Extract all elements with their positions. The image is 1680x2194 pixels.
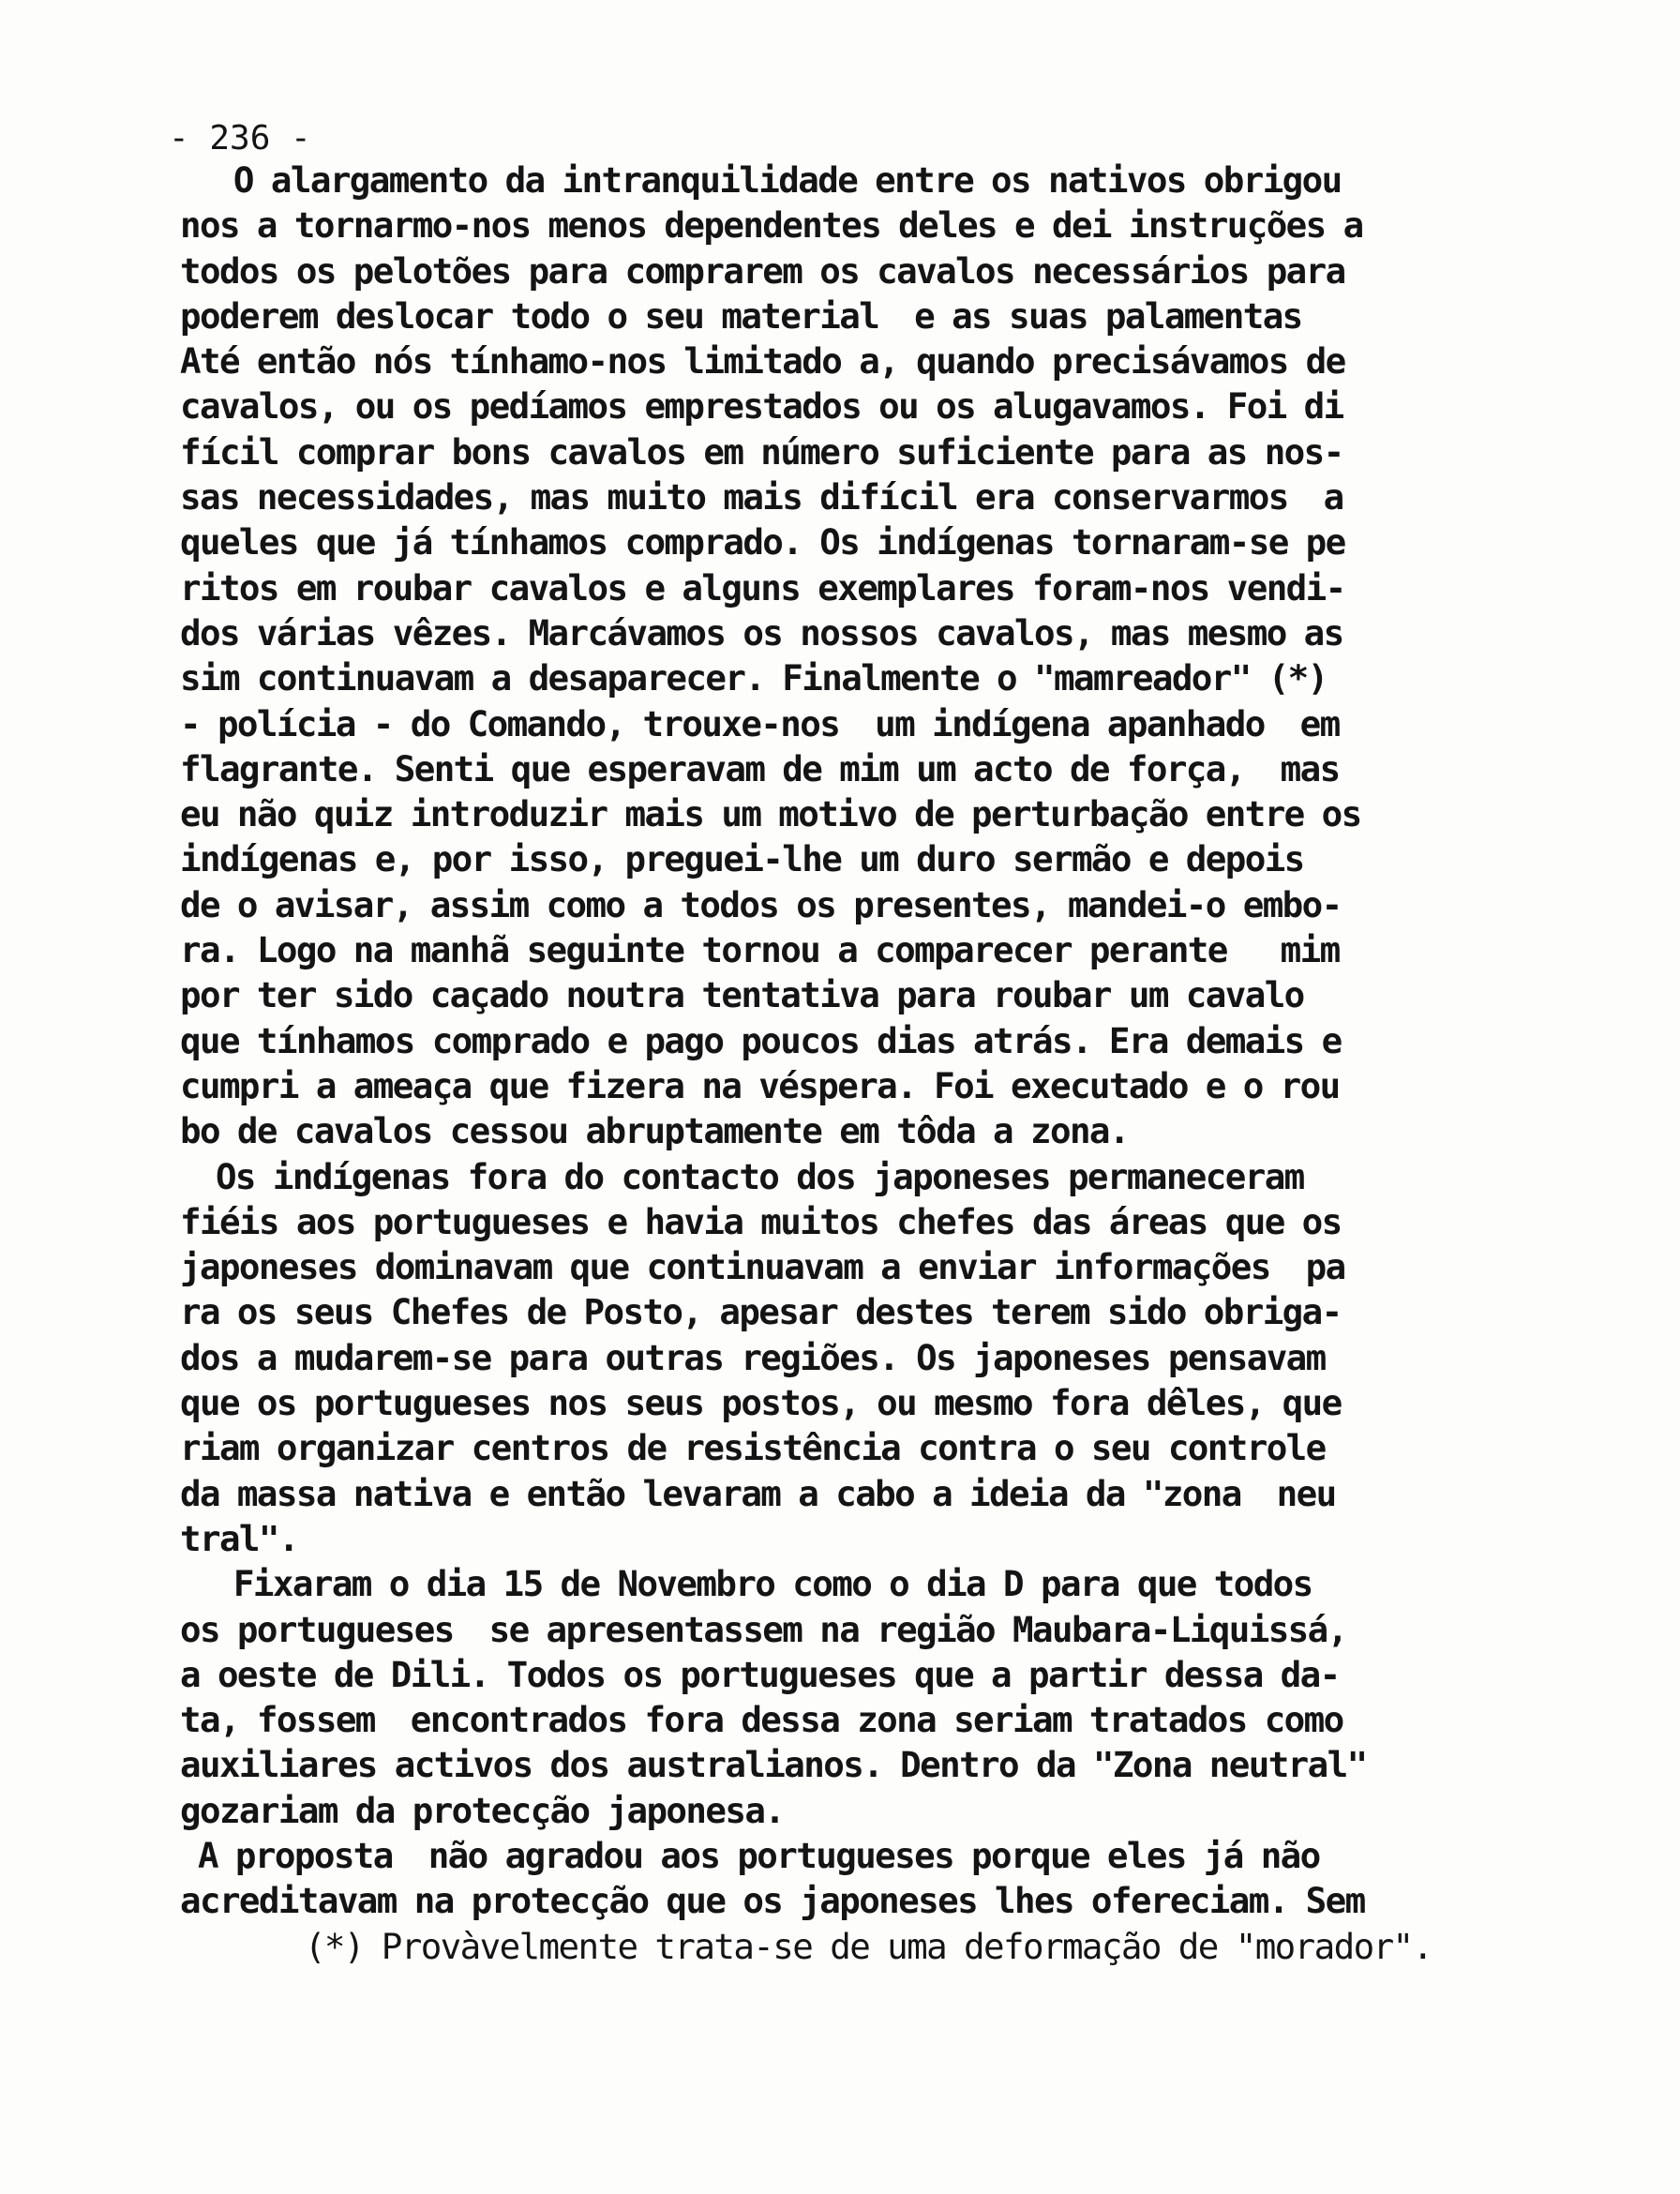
text-line: fiéis aos portugueses e havia muitos chefes das áreas que os: [180, 1200, 1342, 1242]
text-line: bo de cavalos cessou abruptamente em tôda a zona.: [180, 1110, 1129, 1152]
text-line: Os indígenas fora do contacto dos japoneses permaneceram: [180, 1155, 1304, 1197]
text-line: da massa nativa e então levaram a cabo a ideia da "zona neu: [180, 1472, 1336, 1514]
text-line: indígenas e, por isso, preguei-lhe um duro sermão e depois: [180, 838, 1304, 880]
text-line: sas necessidades, mas muito mais difícil era conservarmos a: [180, 476, 1343, 518]
text-line: poderem deslocar todo o seu material e as suas palamentas: [180, 294, 1302, 337]
text-line: que tínhamos comprado e pago poucos dias atrás. Era demais e: [180, 1019, 1342, 1061]
text-line: de o avisar, assim como a todos os presentes, mandei-o embo-: [180, 883, 1342, 925]
text-line: nos a tornarmo-nos menos dependentes deles e dei instruções a: [180, 204, 1363, 247]
text-line: gozariam da protecção japonesa.: [180, 1789, 785, 1831]
text-line: tral".: [180, 1517, 298, 1559]
text-line: sim continuavam a desaparecer. Finalmente o "mamreador" (*): [180, 657, 1328, 699]
text-line: cavalos, ou os pedíamos emprestados ou os alugavamos. Foi di: [180, 385, 1343, 428]
body-text: [180, 158, 1605, 1969]
text-line: a oeste de Dili. Todos os portugueses que a partir dessa da-: [180, 1653, 1340, 1695]
text-line: flagrante. Senti que esperavam de mim um acto de força, mas: [180, 747, 1340, 789]
text-line: - polícia - do Comando, trouxe-nos um indígena apanhado em: [180, 702, 1340, 744]
text-line: Até então nós tínhamo-nos limitado a, quando precisávamos de: [180, 340, 1345, 383]
text-line: O alargamento da intranquilidade entre os nativos obrigou: [180, 159, 1342, 201]
text-line: A proposta não agradou aos portugueses porque eles já não: [180, 1834, 1320, 1876]
text-line: ta, fossem encontrados fora dessa zona seriam tratados como: [180, 1699, 1343, 1741]
text-line: ritos em roubar cavalos e alguns exemplares foram-nos vendi-: [180, 566, 1345, 609]
text-line: todos os pelotões para comprarem os cavalos necessários para: [180, 249, 1345, 292]
footnote: (*) Provàvelmente trata-se de uma deformação de "morador".: [180, 1925, 1432, 1967]
text-line: dos a mudarem-se para outras regiões. Os japoneses pensavam: [180, 1336, 1326, 1378]
text-line: eu não quiz introduzir mais um motivo de perturbação entre os: [180, 793, 1361, 835]
text-line: que os portugueses nos seus postos, ou mesmo fora dêles, que: [180, 1382, 1342, 1424]
text-line: queles que já tínhamos comprado. Os indígenas tornaram-se pe: [180, 521, 1345, 564]
text-line: japoneses dominavam que continuavam a enviar informações pa: [180, 1246, 1345, 1288]
text-line: fícil comprar bons cavalos em número suficiente para as nos-: [180, 430, 1343, 473]
text-line: acreditavam na protecção que os japoneses lhes ofereciam. Sem: [180, 1880, 1365, 1922]
text-line: dos várias vêzes. Marcávamos os nossos cavalos, mas mesmo as: [180, 611, 1343, 654]
page-number: - 236 -: [169, 119, 311, 158]
text-line: ra os seus Chefes de Posto, apesar destes terem sido obriga-: [180, 1291, 1342, 1333]
text-line: auxiliares activos dos australianos. Dentro da "Zona neutral": [180, 1744, 1367, 1786]
text-line: Fixaram o dia 15 de Novembro como o dia D para que todos: [180, 1563, 1312, 1605]
text-line: ra. Logo na manhã seguinte tornou a comparecer perante mim: [180, 929, 1340, 971]
text-line: cumpri a ameaça que fizera na véspera. Foi executado e o rou: [180, 1064, 1340, 1106]
text-line: os portugueses se apresentassem na região Maubara-Liquissá,: [180, 1608, 1347, 1650]
text-line: riam organizar centros de resistência contra o seu controle: [180, 1427, 1326, 1469]
text-line: por ter sido caçado noutra tentativa para roubar um cavalo: [180, 974, 1304, 1016]
